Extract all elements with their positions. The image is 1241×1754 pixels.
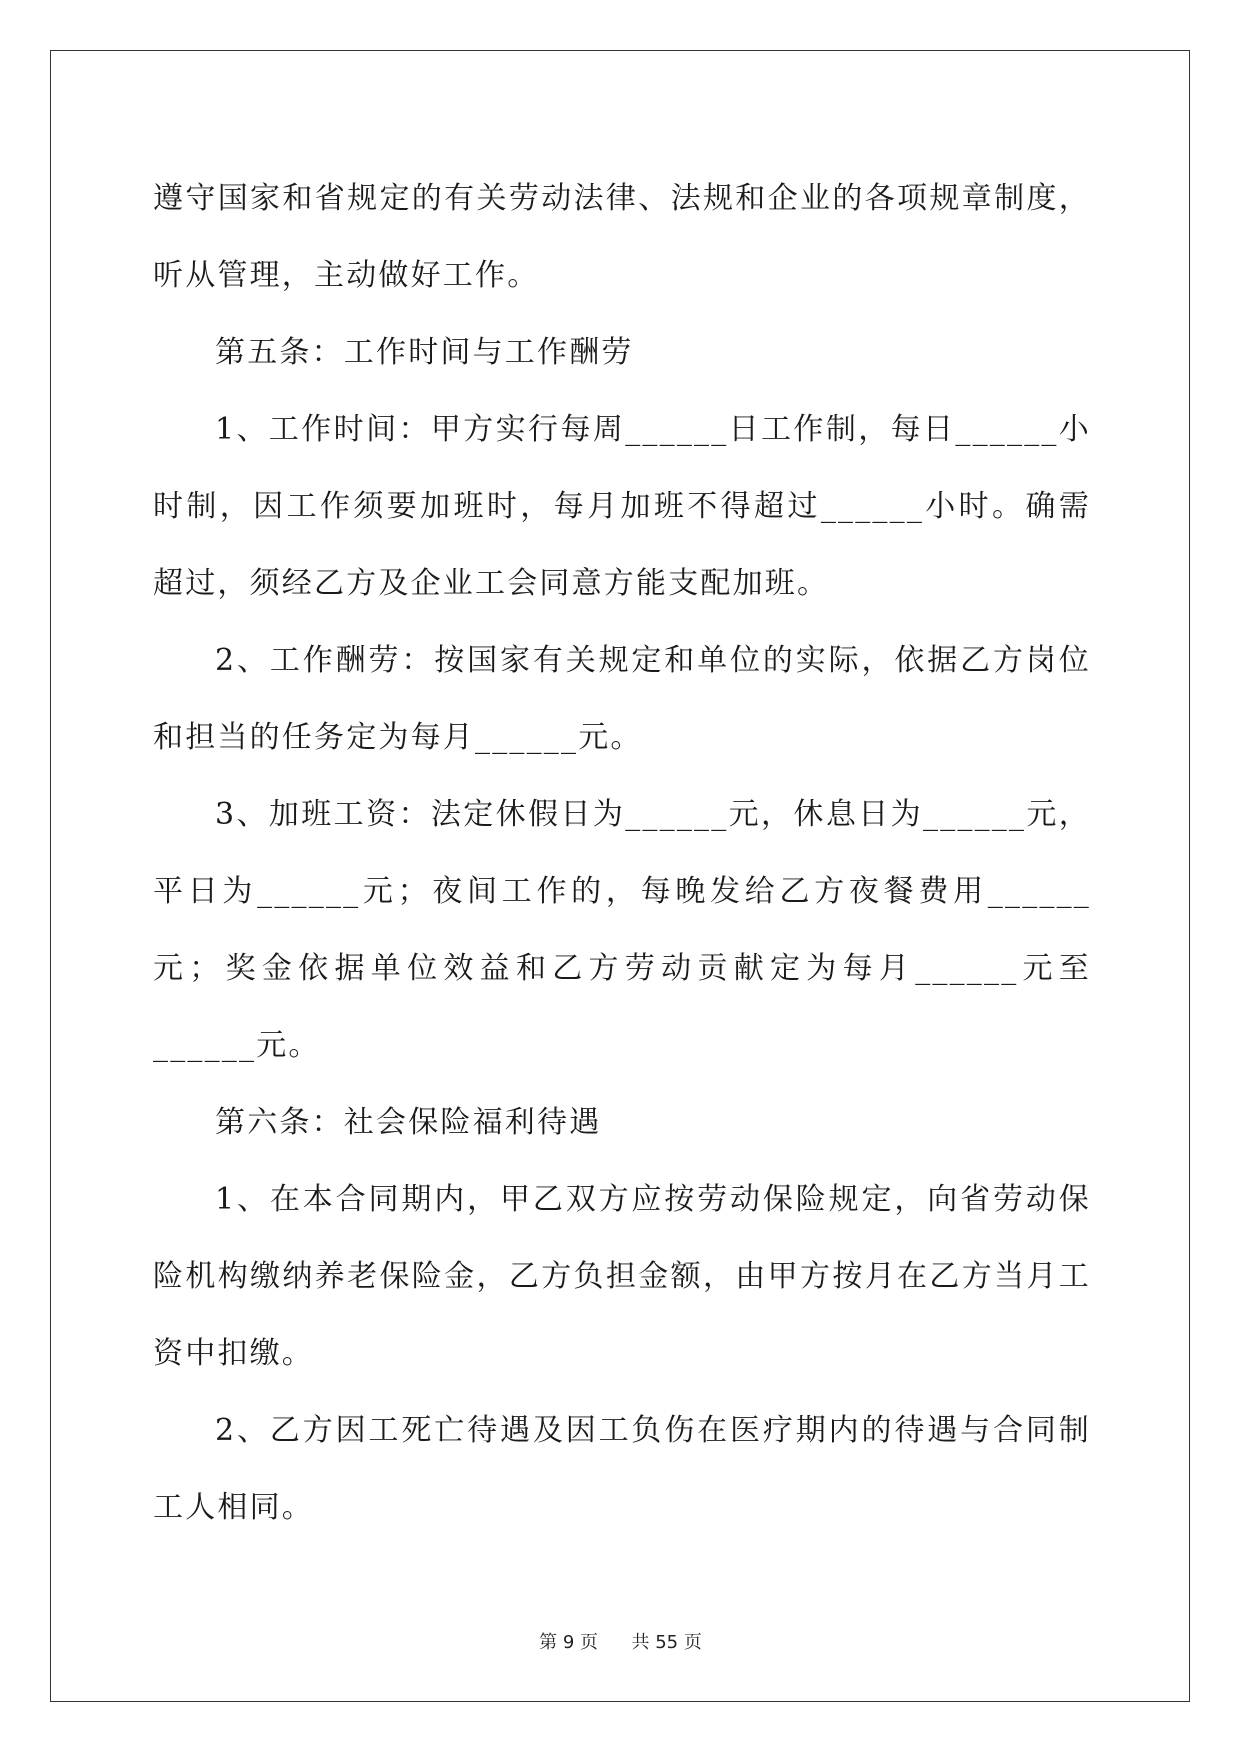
section-heading-article-5: 第五条：工作时间与工作酬劳 (215, 335, 634, 370)
page-footer (0, 1628, 1241, 1654)
paragraph-overtime-pay: 3、加班工资：法定休假日为______元，休息日为______元，平日为______元；夜间工作的，每晚发给乙方夜餐费用______元；奖金依据单位效益和乙方劳动贡献定为每月______元至______元。 (153, 797, 1091, 1063)
paragraph-continuation: 遵守国家和省规定的有关劳动法律、法规和企业的各项规章制度，听从管理，主动做好工作。 (153, 181, 1091, 293)
page-number: 第 9 页 (539, 1632, 599, 1653)
paragraph-working-hours: 1、工作时间：甲方实行每周______日工作制，每日______小时制，因工作须要加班时，每月加班不得超过______小时。确需超过，须经乙方及企业工会同意方能支配加班。 (153, 412, 1091, 601)
paragraph-injury-benefits: 2、乙方因工死亡待遇及因工负伤在医疗期内的待遇与合同制工人相同。 (153, 1413, 1091, 1525)
paragraph-pension-insurance: 1、在本合同期内，甲乙双方应按劳动保险规定，向省劳动保险机构缴纳养老保险金，乙方负担金额，由甲方按月在乙方当月工资中扣缴。 (153, 1182, 1091, 1371)
section-heading-article-6: 第六条：社会保险福利待遇 (215, 1105, 602, 1140)
paragraph-remuneration: 2、工作酬劳：按国家有关规定和单位的实际，依据乙方岗位和担当的任务定为每月______元。 (153, 643, 1091, 755)
page-total: 共 55 页 (631, 1632, 702, 1653)
document-body (153, 160, 1091, 1546)
